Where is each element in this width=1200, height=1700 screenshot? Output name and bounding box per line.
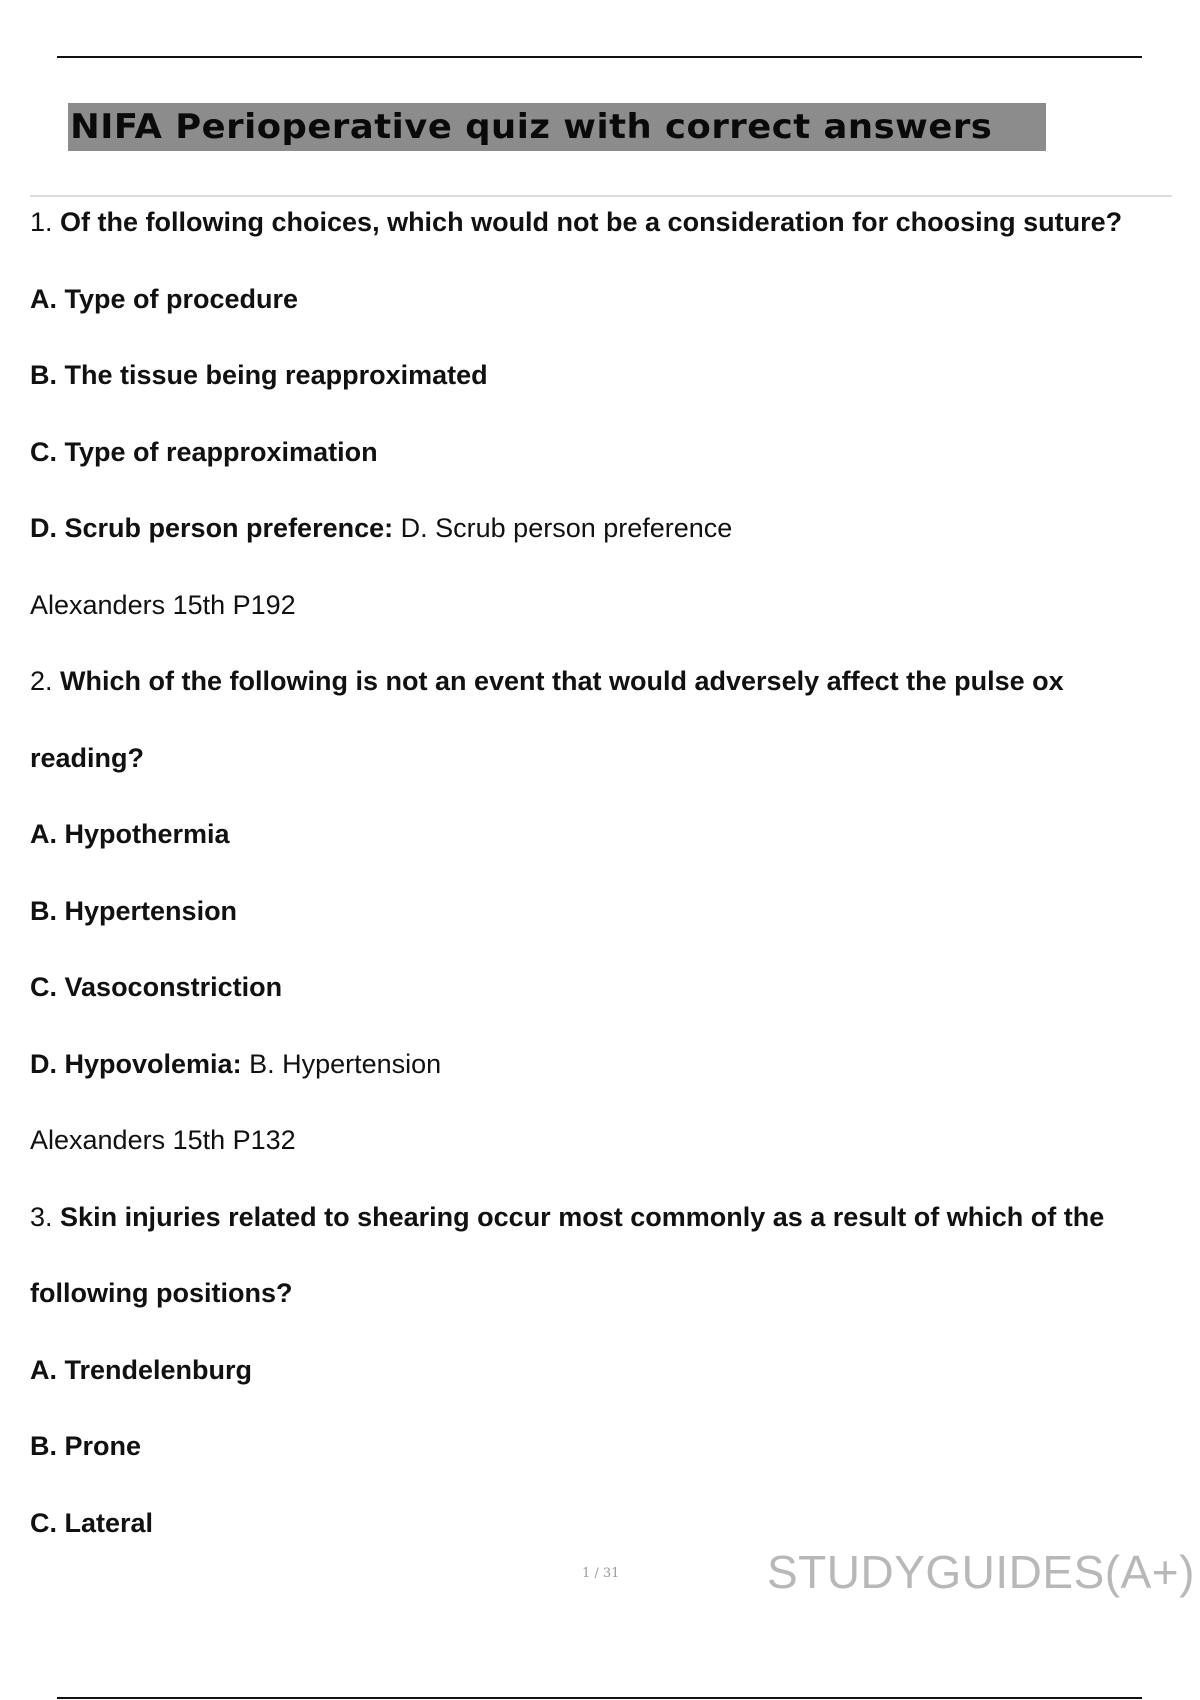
document-title: NIFA Perioperative quiz with correct answers <box>70 107 993 147</box>
option-c <box>30 965 1170 1042</box>
option-d <box>30 506 1170 583</box>
question-text: Of the following choices, which would not be a consideration for choosing suture? <box>60 207 1123 237</box>
option-b <box>30 353 1170 430</box>
option-text: Prone <box>64 1431 142 1461</box>
quiz-content <box>30 200 1170 1577</box>
question-text-continued: reading? <box>30 742 145 773</box>
correct-answer: B. Hypertension <box>249 1048 442 1079</box>
question-number: 3. <box>30 1201 53 1232</box>
reference: Alexanders 15th P192 <box>30 589 296 620</box>
option-text: Hypothermia <box>64 819 230 849</box>
option-text: Type of procedure <box>64 283 299 314</box>
question-text: Skin injuries related to shearing occur most commonly as a result of which of the <box>60 1201 1105 1232</box>
watermark: STUDYGUIDES(A+) <box>767 1546 1195 1598</box>
option-letter: A. <box>30 1354 57 1385</box>
option-c <box>30 430 1170 507</box>
title-separator <box>30 195 1172 197</box>
question-text-continued: following positions? <box>30 1278 293 1308</box>
option-letter: A. <box>30 283 57 314</box>
option-letter: A. <box>30 819 57 849</box>
option-letter: B. <box>30 1431 57 1461</box>
option-letter: D. <box>30 513 57 543</box>
option-text: Hypovolemia: <box>64 1048 242 1079</box>
bottom-rule <box>57 1697 1142 1699</box>
option-text: Vasoconstriction <box>64 972 283 1002</box>
title-banner <box>68 103 1046 151</box>
option-b <box>30 889 1170 966</box>
page-number: 1 / 31 <box>582 1566 620 1581</box>
option-a <box>30 277 1170 354</box>
option-letter: B. <box>30 360 57 390</box>
reference: Alexanders 15th P132 <box>30 1125 296 1155</box>
question-number: 1. <box>30 207 53 237</box>
option-b <box>30 1424 1170 1501</box>
option-letter: C. <box>30 1507 57 1538</box>
option-text: Type of reapproximation <box>64 436 378 467</box>
question-2 <box>30 659 1170 736</box>
option-d <box>30 1042 1170 1119</box>
question-3 <box>30 1195 1170 1272</box>
option-text: Hypertension <box>64 895 238 926</box>
option-letter: B. <box>30 895 57 926</box>
option-a <box>30 812 1170 889</box>
option-text: Lateral <box>64 1507 154 1538</box>
option-letter: D. <box>30 1048 57 1079</box>
option-letter: C. <box>30 972 57 1002</box>
question-1 <box>30 200 1170 277</box>
question-text: Which of the following is not an event that would adversely affect the pulse ox <box>60 666 1064 696</box>
top-rule <box>57 56 1142 58</box>
option-text: Scrub person preference: <box>64 513 394 543</box>
correct-answer: D. Scrub person preference <box>400 513 733 543</box>
option-a <box>30 1348 1170 1425</box>
option-text: The tissue being reapproximated <box>64 360 488 390</box>
option-letter: C. <box>30 436 57 467</box>
option-text: Trendelenburg <box>64 1354 253 1385</box>
question-number: 2. <box>30 666 53 696</box>
